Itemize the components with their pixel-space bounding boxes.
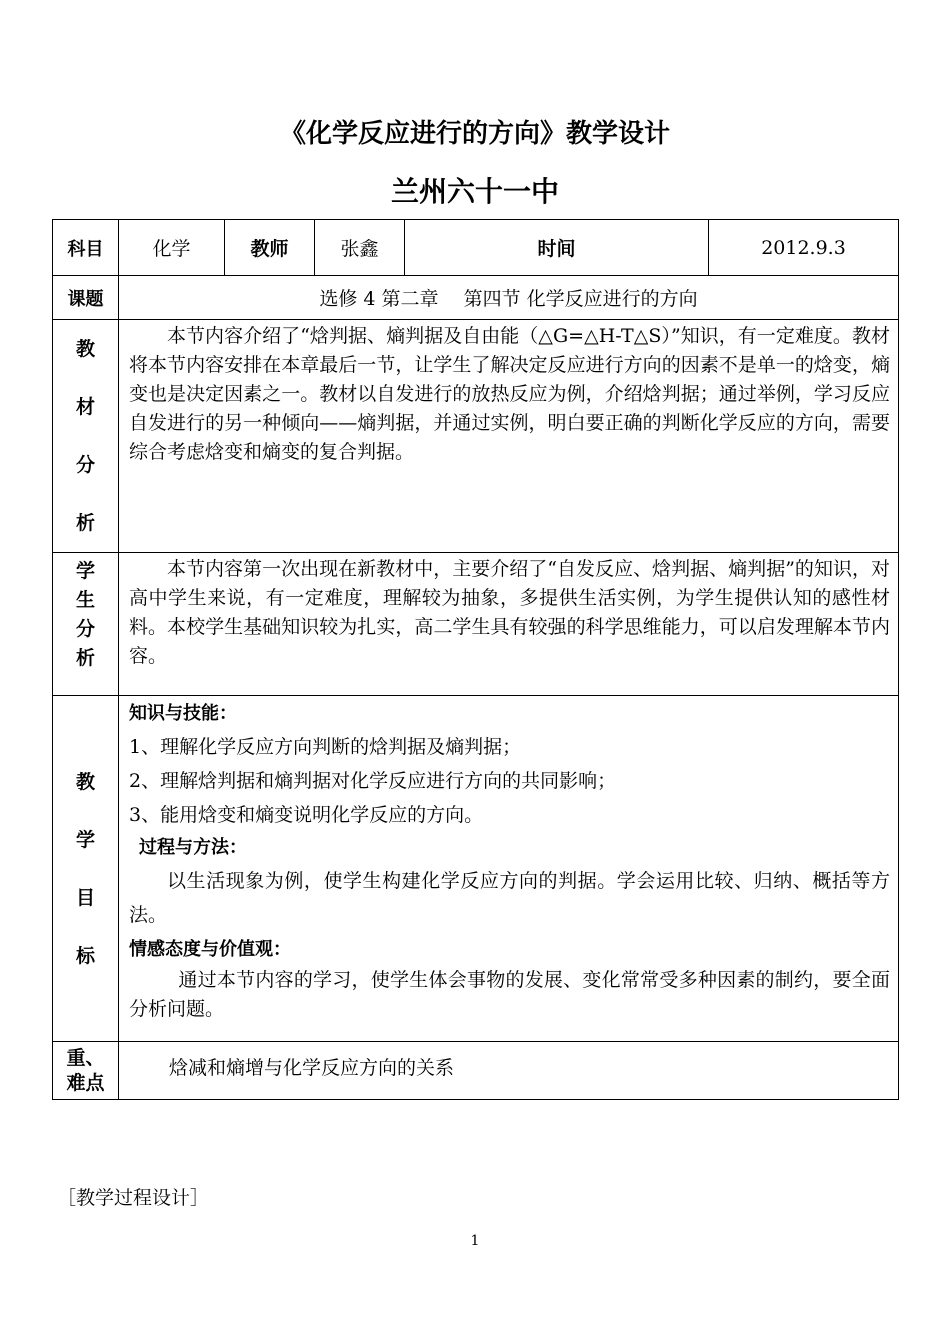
- knowledge-heading: 知识与技能：: [129, 703, 237, 724]
- page-number: 1: [470, 1233, 480, 1249]
- header-row: [53, 220, 899, 276]
- key-points-label: 重、 难点: [53, 1042, 119, 1100]
- student-analysis-row: [53, 553, 899, 696]
- objectives-row: [53, 696, 899, 1042]
- knowledge-item: 2、理解焓判据和熵判据对化学反应进行方向的共同影响；: [129, 770, 617, 792]
- emotion-heading: 情感态度与价值观：: [129, 939, 291, 960]
- student-analysis-text: 本节内容第一次出现在新教材中，主要介绍了“自发反应、焓判据、熵判据”的知识，对高中学生来说，有一定难度，理解较为抽象，多提供生活实例，为学生提供认知的感性材料。本校学生基础知识较为扎实，高二学生具有较强的科学思维能力，可以启发理解本节内容。: [129, 558, 890, 667]
- textbook-analysis-row: [53, 320, 899, 553]
- lesson-plan-table: [52, 219, 899, 1100]
- topic-label: 课题: [53, 276, 119, 320]
- key-points-row: [53, 1042, 899, 1100]
- textbook-analysis-label: 教 材 分 析: [53, 320, 119, 553]
- process-text: 以生活现象为例，使学生构建化学反应方向的判据。学会运用比较、归纳、概括等方法。: [129, 870, 890, 926]
- subject-value: 化学: [119, 220, 225, 276]
- objectives-label: 教 学 目 标: [53, 696, 119, 1042]
- student-analysis-label: 学 生 分 析: [53, 553, 119, 696]
- time-label: 时间: [405, 220, 709, 276]
- knowledge-item: 1、理解化学反应方向判断的焓判据及熵判据；: [129, 736, 522, 758]
- process-heading: 过程与方法：: [139, 837, 247, 858]
- topic-row: [53, 276, 899, 320]
- knowledge-item: 3、能用焓变和熵变说明化学反应的方向。: [129, 804, 484, 826]
- time-value: 2012.9.3: [709, 220, 899, 276]
- textbook-analysis-text: 本节内容介绍了“焓判据、熵判据及自由能（△G=△H-T△S）”知识，有一定难度。教材将本节内容安排在本章最后一节，让学生了解决定反应进行方向的因素不是单一的焓变，熵变也是决定因素之一。教材以自发进行的放热反应为例，介绍焓判据；通过举例，学习反应自发进行的另一种倾向——熵判据，并通过实例，明白要正确的判断化学反应的方向，需要综合考虑焓变和熵变的复合判据。: [129, 325, 890, 463]
- emotion-text: 通过本节内容的学习，使学生体会事物的发展、变化常常受多种因素的制约，要全面分析问题。: [129, 969, 890, 1020]
- document-title: 《化学反应进行的方向》教学设计: [279, 119, 670, 149]
- subject-label: 科目: [53, 220, 119, 276]
- section-heading: ［教学过程设计］: [57, 1187, 210, 1209]
- topic-value: 选修 4 第二章 第四节 化学反应进行的方向: [119, 276, 899, 320]
- school-name: 兰州六十一中: [390, 175, 559, 208]
- key-points-text: 焓减和熵增与化学反应方向的关系: [169, 1057, 455, 1079]
- teacher-value: 张鑫: [315, 220, 405, 276]
- teacher-label: 教师: [225, 220, 315, 276]
